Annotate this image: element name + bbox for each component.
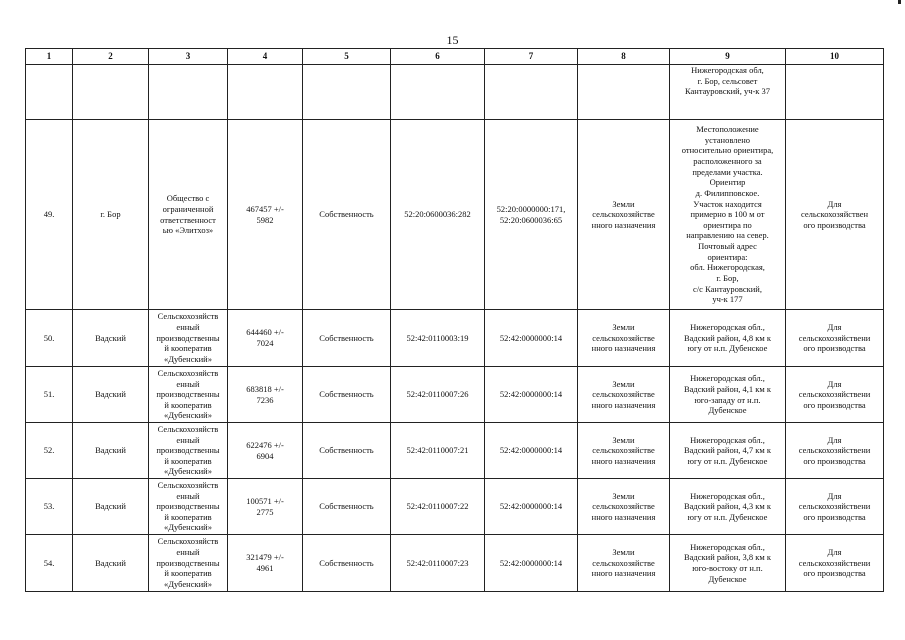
owner-cell: Сельскохозяйств енный производственны й кооператив «Дубенский»: [149, 367, 228, 423]
owner-cell: [149, 65, 228, 120]
permitted-use-cell: Для сельскохозяйствени ого производства: [786, 423, 884, 479]
location-cell: Нижегородская обл., Вадский район, 4,7 км к югу от н.п. Дубенское: [670, 423, 786, 479]
area-cell: 100571 +/- 2775: [228, 479, 303, 535]
col-header: 9: [670, 49, 786, 65]
district-cell: [73, 65, 149, 120]
table-row: [26, 367, 884, 423]
cadastral-number-cell: 52:42:0110007:23: [391, 535, 485, 592]
area-cell: 622476 +/- 6904: [228, 423, 303, 479]
permitted-use-cell: Для сельскохозяйствени ого производства: [786, 310, 884, 367]
location-cell: Нижегородская обл., Вадский район, 4,1 км к юго-западу от н.п. Дубенское: [670, 367, 786, 423]
right-type-cell: Собственность: [303, 479, 391, 535]
col-header: 3: [149, 49, 228, 65]
land-category-cell: Земли сельскохозяйстве нного назначения: [578, 367, 670, 423]
row-number-cell: [26, 65, 73, 120]
col-header: 5: [303, 49, 391, 65]
district-cell: Вадский: [73, 367, 149, 423]
location-cell: Нижегородская обл., Вадский район, 4,3 км к югу от н.п. Дубенское: [670, 479, 786, 535]
row-number-cell: 54.: [26, 535, 73, 592]
district-cell: Вадский: [73, 535, 149, 592]
land-category-cell: Земли сельскохозяйстве нного назначения: [578, 479, 670, 535]
row-number-cell: 50.: [26, 310, 73, 367]
col-header: 4: [228, 49, 303, 65]
parent-cadastral-cell: [485, 65, 578, 120]
owner-cell: Сельскохозяйств енный производственны й кооператив «Дубенский»: [149, 310, 228, 367]
owner-cell: Общество с ограниченной ответственност ью «Элитхоз»: [149, 120, 228, 310]
permitted-use-cell: Для сельскохозяйствени ого производства: [786, 479, 884, 535]
col-header: 7: [485, 49, 578, 65]
parent-cadastral-cell: 52:42:0000000:14: [485, 310, 578, 367]
row-number-cell: 52.: [26, 423, 73, 479]
parent-cadastral-cell: 52:20:0000000:171, 52:20:0600036:65: [485, 120, 578, 310]
right-type-cell: Собственность: [303, 120, 391, 310]
table-row: [26, 310, 884, 367]
land-category-cell: Земли сельскохозяйстве нного назначения: [578, 535, 670, 592]
location-cell: Нижегородская обл, г. Бор, сельсовет Кантауровский, уч-к 37: [670, 65, 786, 120]
table-row: [26, 535, 884, 592]
table-row: [26, 479, 884, 535]
header-row: [26, 49, 884, 65]
cadastral-number-cell: [391, 65, 485, 120]
permitted-use-cell: Для сельскохозяйствени ого производства: [786, 535, 884, 592]
land-category-cell: [578, 65, 670, 120]
cadastral-number-cell: 52:42:0110007:21: [391, 423, 485, 479]
location-cell: Местоположение установлено относительно ориентира, расположенного за пределами участка. Ориентир д. Филипповское. Участок находится примерно в 100 м от ориентира по направлению на север. Почтовый адрес ориентира: обл. Нижегородская, г. Бор, с/с Кантауровский, уч-к 177: [670, 120, 786, 310]
district-cell: г. Бор: [73, 120, 149, 310]
table-row: [26, 423, 884, 479]
area-cell: [228, 65, 303, 120]
right-type-cell: [303, 65, 391, 120]
location-cell: Нижегородская обл., Вадский район, 4,8 км к югу от н.п. Дубенское: [670, 310, 786, 367]
location-cell: Нижегородская обл., Вадский район, 3,8 км к юго-востоку от н.п. Дубенское: [670, 535, 786, 592]
permitted-use-cell: [786, 65, 884, 120]
area-cell: 683818 +/- 7236: [228, 367, 303, 423]
area-cell: 467457 +/- 5982: [228, 120, 303, 310]
district-cell: Вадский: [73, 423, 149, 479]
row-number-cell: 51.: [26, 367, 73, 423]
cadastral-number-cell: 52:42:0110007:26: [391, 367, 485, 423]
col-header: 2: [73, 49, 149, 65]
table-row: [26, 120, 884, 310]
col-header: 10: [786, 49, 884, 65]
land-category-cell: Земли сельскохозяйстве нного назначения: [578, 310, 670, 367]
col-header: 1: [26, 49, 73, 65]
row-number-cell: 53.: [26, 479, 73, 535]
land-category-cell: Земли сельскохозяйстве нного назначения: [578, 120, 670, 310]
cadastral-number-cell: 52:42:0110007:22: [391, 479, 485, 535]
area-cell: 644460 +/- 7024: [228, 310, 303, 367]
permitted-use-cell: Для сельскохозяйствени ого производства: [786, 367, 884, 423]
right-type-cell: Собственность: [303, 535, 391, 592]
right-type-cell: Собственность: [303, 367, 391, 423]
owner-cell: Сельскохозяйств енный производственны й кооператив «Дубенский»: [149, 423, 228, 479]
parent-cadastral-cell: 52:42:0000000:14: [485, 479, 578, 535]
col-header: 6: [391, 49, 485, 65]
district-cell: Вадский: [73, 310, 149, 367]
permitted-use-cell: Для сельскохозяйствен ого производства: [786, 120, 884, 310]
owner-cell: Сельскохозяйств енный производственны й кооператив «Дубенский»: [149, 535, 228, 592]
cadastral-number-cell: 52:20:0600036:282: [391, 120, 485, 310]
land-plots-table: [25, 48, 884, 592]
area-cell: 321479 +/- 4961: [228, 535, 303, 592]
parent-cadastral-cell: 52:42:0000000:14: [485, 367, 578, 423]
col-header: 8: [578, 49, 670, 65]
table-row: [26, 65, 884, 120]
parent-cadastral-cell: 52:42:0000000:14: [485, 535, 578, 592]
owner-cell: Сельскохозяйств енный производственны й кооператив «Дубенский»: [149, 479, 228, 535]
district-cell: Вадский: [73, 479, 149, 535]
page-number: 15: [446, 33, 459, 47]
right-type-cell: Собственность: [303, 423, 391, 479]
cadastral-number-cell: 52:42:0110003:19: [391, 310, 485, 367]
right-type-cell: Собственность: [303, 310, 391, 367]
row-number-cell: 49.: [26, 120, 73, 310]
land-category-cell: Земли сельскохозяйстве нного назначения: [578, 423, 670, 479]
corner-mark: [898, 0, 901, 4]
parent-cadastral-cell: 52:42:0000000:14: [485, 423, 578, 479]
